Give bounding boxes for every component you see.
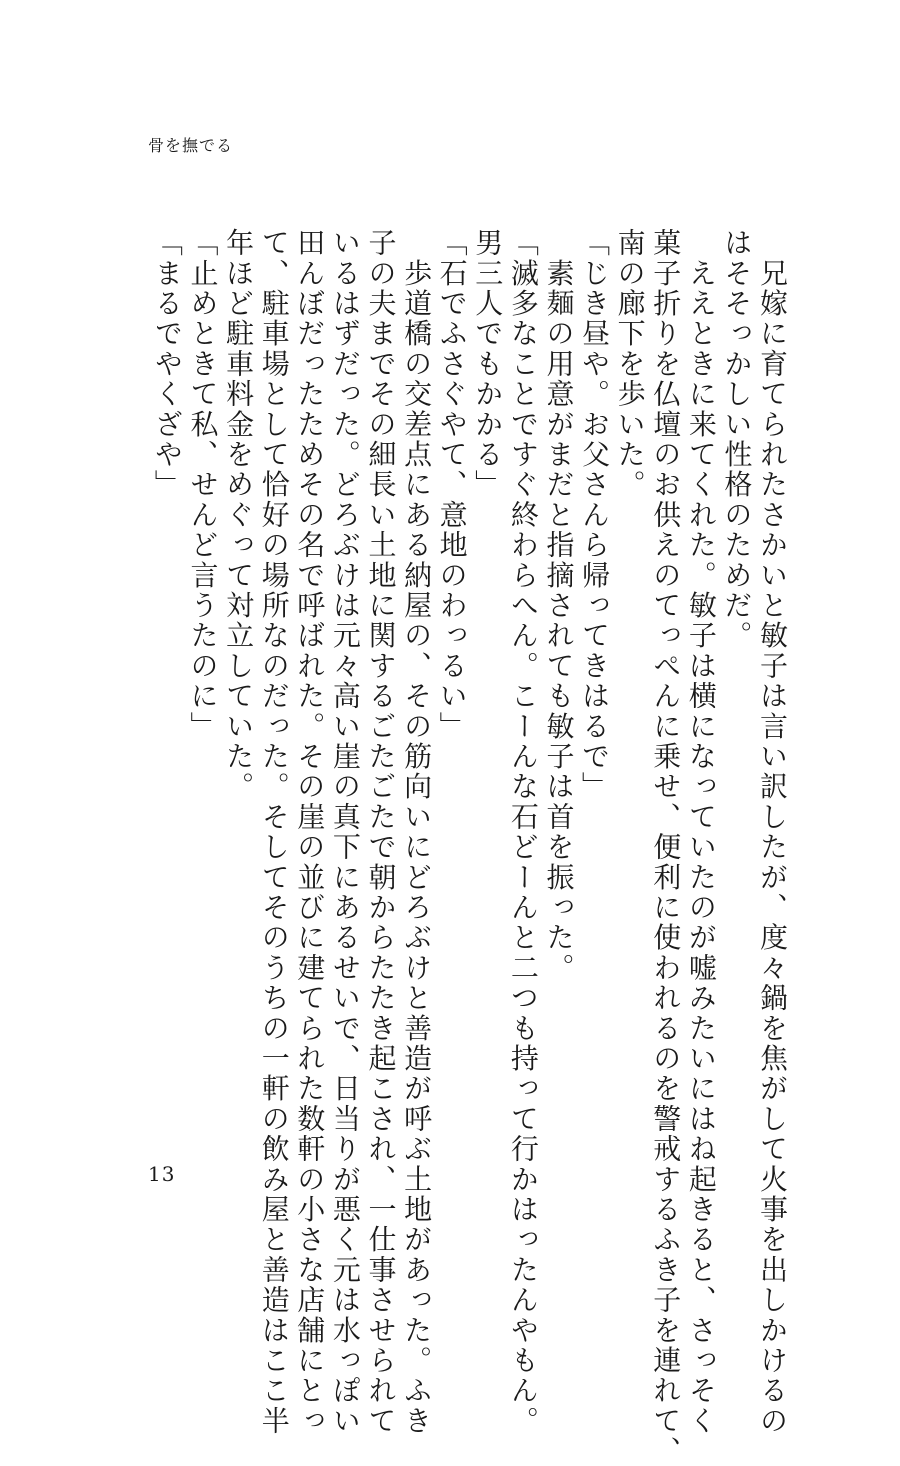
text-line: 南の廊下を歩いた。: [613, 228, 647, 500]
text-line: 素麺の用意がまだと指摘されても敏子は首を振った。: [542, 228, 576, 983]
text-line: 歩道橋の交差点にある納屋の、その筋向いにどろぶけと善造が呼ぶ土地があった。ふき: [400, 228, 434, 1436]
text-line: 男三人でもかかる」: [471, 228, 505, 500]
text-line: 子の夫までその細長い土地に関するごたごたで朝からたたき起こされ、一仕事させられて: [364, 228, 398, 1436]
text-line: て、駐車場として恰好の場所なのだった。そしてそのうちの一軒の飲み屋と善造はここ半: [257, 228, 291, 1436]
running-header: 骨を撫でる: [148, 136, 234, 155]
text-line: ええときに来てくれた。敏子は横になっていたのが嘘みたいにはね起きると、さっそく: [684, 228, 718, 1436]
text-line: 菓子折りを仏壇のお供えのてっぺんに乗せ、便利に使われるのを警戒するふき子を連れて、: [649, 228, 683, 1466]
page-number: 13: [148, 1162, 176, 1186]
text-line: はそそっかしい性格のためだ。: [720, 228, 754, 651]
text-line: 「滅多なことですぐ終わらへん。こーんな石どーんと二つも持って行かはったんやもん。: [506, 228, 540, 1436]
text-line: 年ほど駐車料金をめぐって対立していた。: [222, 228, 256, 802]
text-line: いるはずだった。どろぶけは元々高い崖の真下にあるせいで、日当りが悪く元は水っぽい: [328, 228, 362, 1436]
text-line: 「石でふさぐやて、意地のわっるい」: [435, 228, 469, 742]
text-line: 「止めときて私、せんど言うたのに」: [186, 228, 220, 742]
text-line: 兄嫁に育てられたさかいと敏子は言い訳したが、度々鍋を焦がして火事を出しかけるの: [756, 228, 789, 1436]
text-line: 田んぼだったためその名で呼ばれた。その崖の並びに建てられた数軒の小さな店舗にとっ: [293, 228, 327, 1437]
text-line: 「じき昼や。お父さんら帰ってきはるで」: [578, 228, 612, 802]
text-line: 「まるでやくざや」: [150, 228, 184, 500]
